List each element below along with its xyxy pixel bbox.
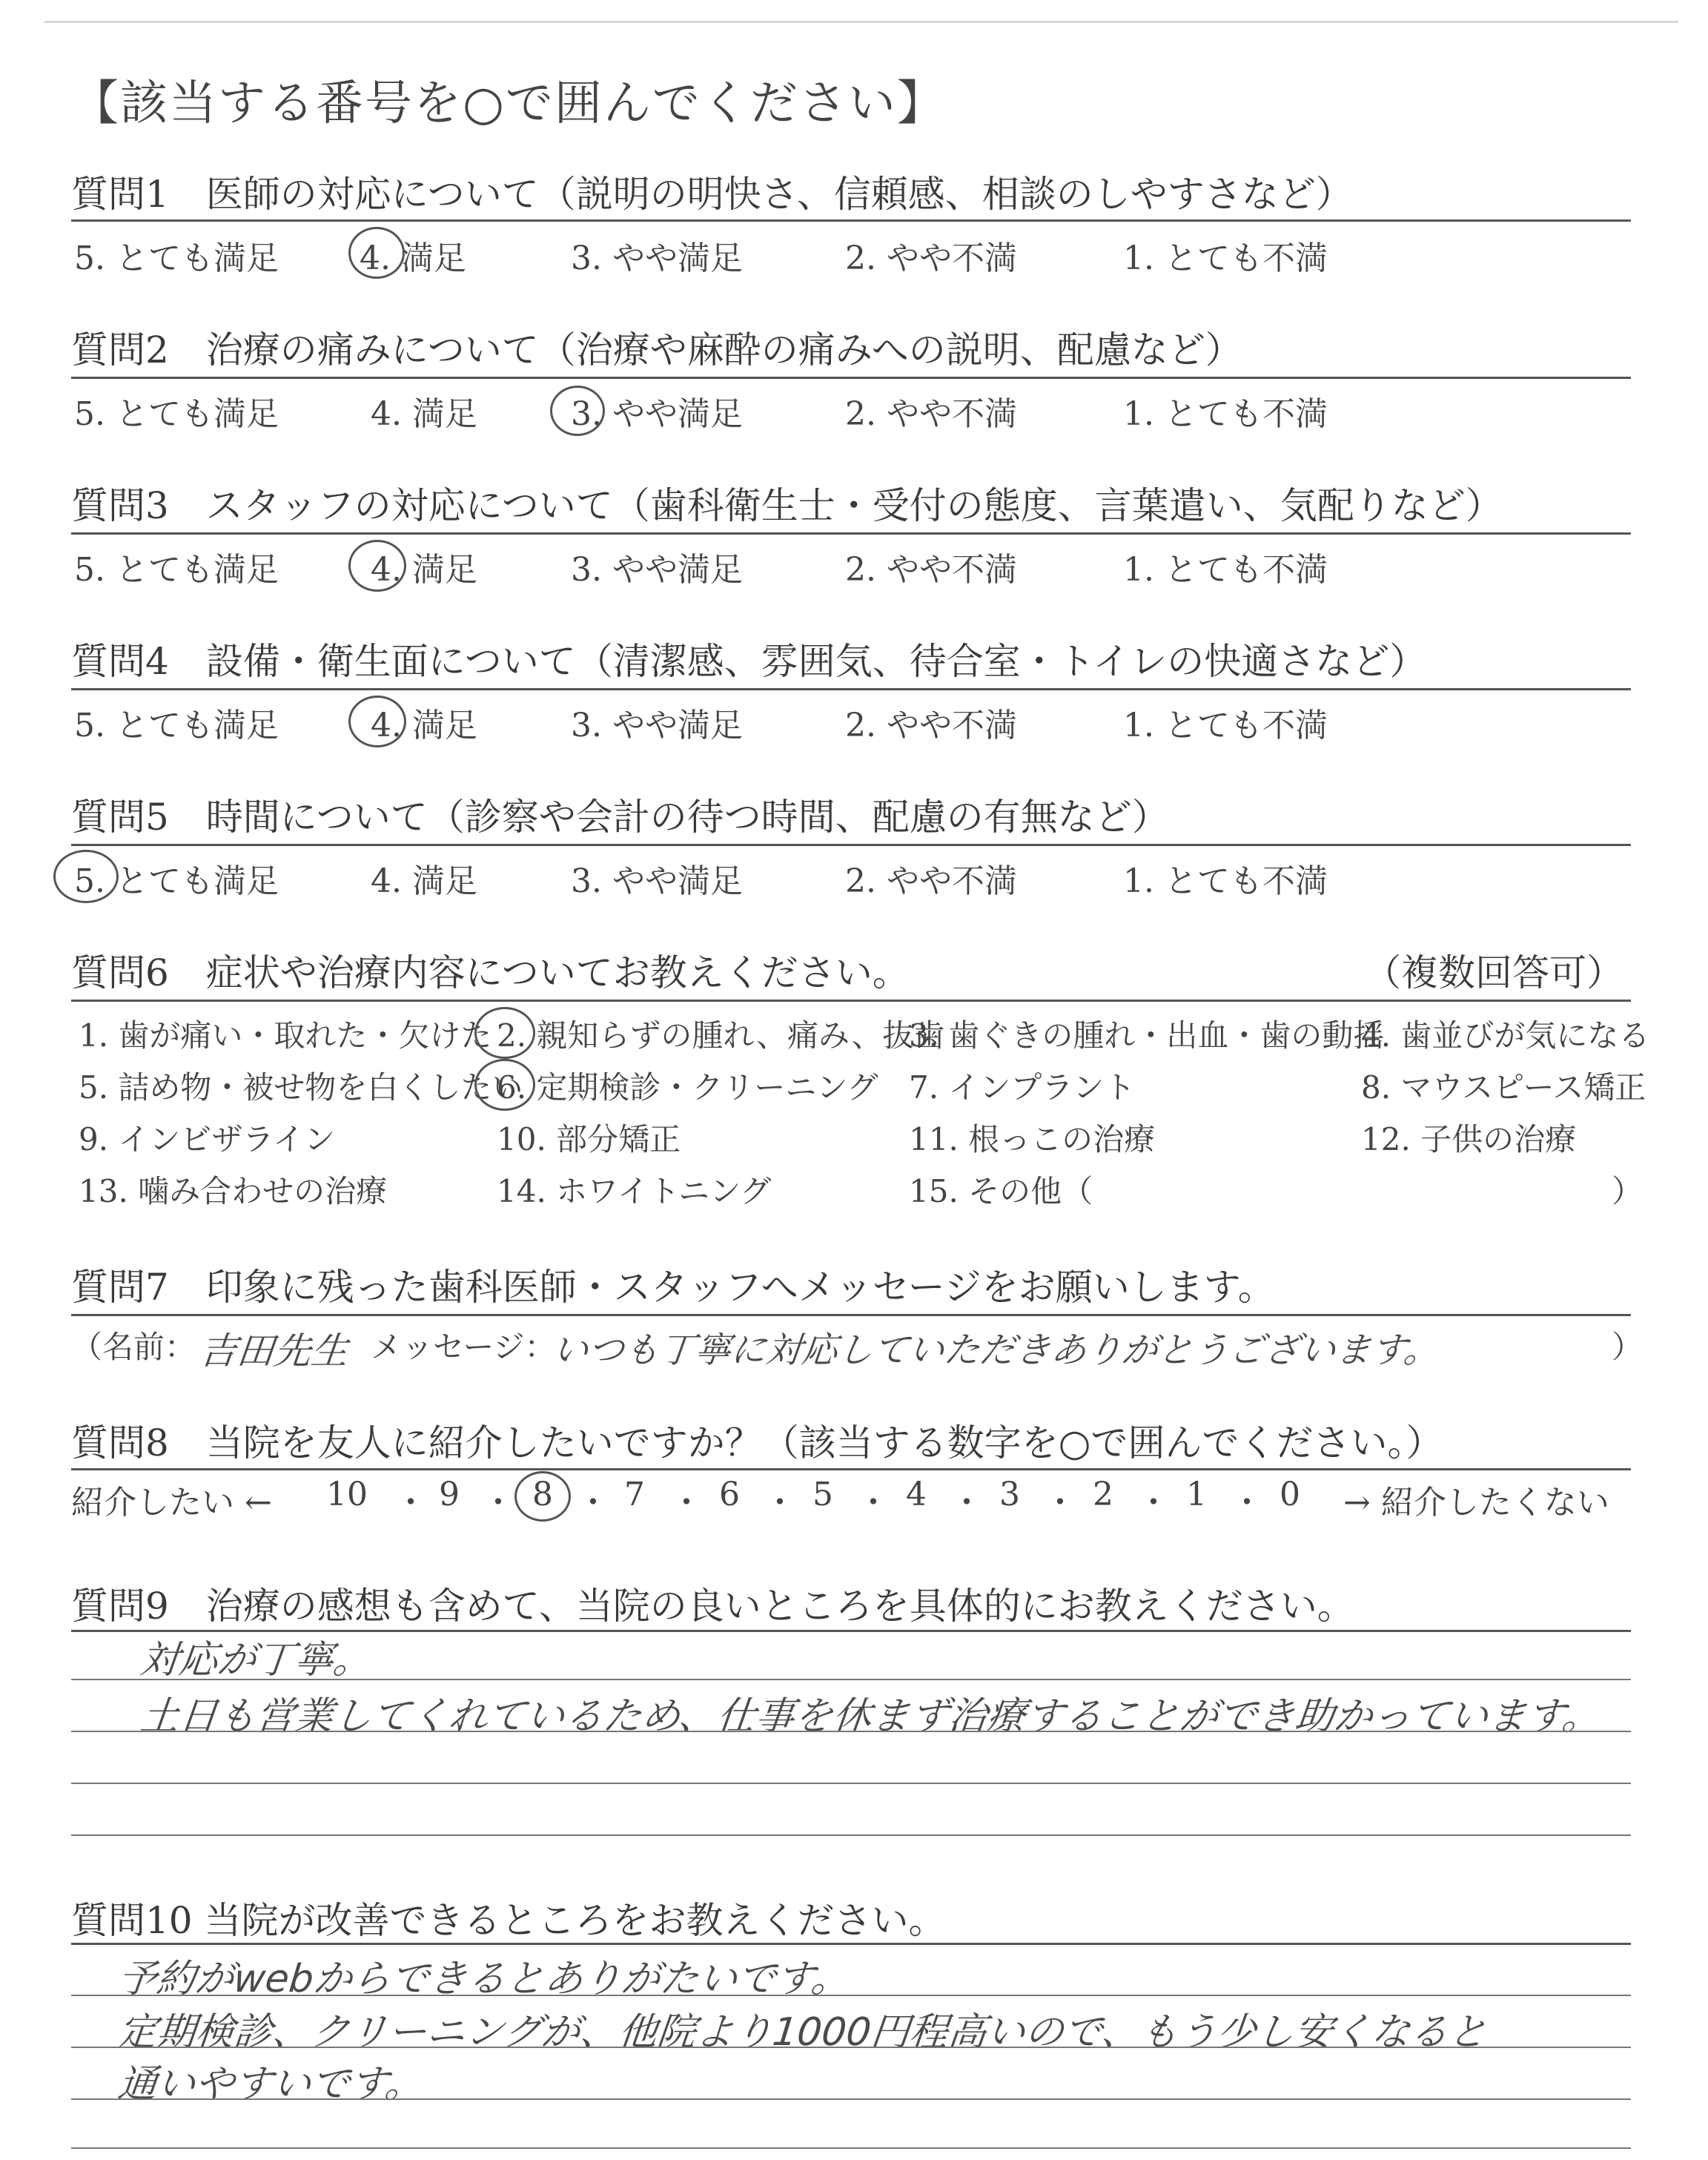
q2-selection-circle <box>550 386 605 436</box>
q8-scale-1[interactable]: 1 <box>1186 1476 1207 1513</box>
q8-scale-5[interactable]: 5 <box>812 1476 833 1513</box>
question-4-rule <box>71 688 1631 690</box>
q6-selection-circle-2 <box>474 1007 535 1059</box>
q5-selection-circle <box>53 850 119 903</box>
q8-scale-0[interactable]: 0 <box>1280 1476 1300 1513</box>
q8-scale-7[interactable]: 7 <box>624 1476 645 1513</box>
q5-option-5[interactable]: 5. とても満足 <box>74 862 279 900</box>
q9-answer-line-1[interactable]: 対応が丁寧。 <box>138 1638 374 1682</box>
q6-option-1[interactable]: 1. 歯が痛い・取れた・欠けた <box>79 1017 492 1054</box>
q1-option-5[interactable]: 5. とても満足 <box>74 240 279 277</box>
question-8-title: 質問8 当院を友人に紹介したいですか？（該当する数字を○で囲んでください。） <box>71 1421 1443 1464</box>
q8-sep-1: ・ <box>394 1484 427 1522</box>
q6-option-9[interactable]: 9. インビザライン <box>79 1121 336 1157</box>
q8-sep-2: ・ <box>482 1484 514 1522</box>
q4-option-5[interactable]: 5. とても満足 <box>74 707 279 744</box>
question-3-title: 質問3 スタッフの対応について（歯科衛生士・受付の態度、言葉遣い、気配りなど） <box>71 484 1503 527</box>
q8-scale-10[interactable]: 10 <box>326 1476 368 1513</box>
q8-scale-6[interactable]: 6 <box>719 1476 740 1513</box>
q7-message-value[interactable]: いつも丁寧に対応していただきありがとうございます。 <box>550 1330 1442 1371</box>
q4-option-3[interactable]: 3. やや満足 <box>571 707 743 744</box>
q6-selection-circle-6 <box>474 1059 535 1111</box>
q6-other-close-paren: ） <box>1612 1173 1644 1209</box>
q6-option-2[interactable]: 2. 親知らずの腫れ、痛み、抜歯 <box>497 1017 945 1054</box>
q5-option-3[interactable]: 3. やや満足 <box>571 862 743 900</box>
question-4-title: 質問4 設備・衛生面について（清潔感、雰囲気、待合室・トイレの快適さなど） <box>71 640 1427 683</box>
q5-option-4[interactable]: 4. 満足 <box>371 862 477 900</box>
q2-option-2[interactable]: 2. やや不満 <box>845 395 1017 433</box>
q10-line-2 <box>71 2047 1631 2048</box>
q8-scale-9[interactable]: 9 <box>439 1476 460 1513</box>
q10-answer-line-2[interactable]: 定期検診、クリーニングが、他院より1000円程高いので、もう少し安くなると <box>116 2010 1489 2055</box>
q2-option-4[interactable]: 4. 満足 <box>371 395 477 433</box>
q9-answer-line-2[interactable]: 土日も営業してくれているため、仕事を休まず治療することができ助かっています。 <box>138 1694 1603 1739</box>
q10-answer-line-3[interactable]: 通いやすいです。 <box>116 2062 426 2107</box>
q3-option-5[interactable]: 5. とても満足 <box>74 551 279 589</box>
top-divider <box>44 21 1678 23</box>
q1-option-3[interactable]: 3. やや満足 <box>571 240 743 277</box>
question-3-rule <box>71 532 1631 535</box>
page-header: 【該当する番号を○で囲んでください】 <box>71 76 946 131</box>
q9-line-4 <box>71 1834 1631 1836</box>
q1-option-2[interactable]: 2. やや不満 <box>845 240 1017 277</box>
q4-option-2[interactable]: 2. やや不満 <box>845 707 1017 744</box>
q6-option-8[interactable]: 8. マウスピース矯正 <box>1361 1069 1646 1106</box>
q6-option-11[interactable]: 11. 根っこの治療 <box>909 1121 1156 1157</box>
question-5-rule <box>71 844 1631 846</box>
q3-option-1[interactable]: 1. とても不満 <box>1123 551 1328 589</box>
q6-option-12[interactable]: 12. 子供の治療 <box>1361 1121 1577 1157</box>
q7-message-label: メッセージ： <box>371 1329 556 1365</box>
q6-option-4[interactable]: 4. 歯並びが気になる <box>1361 1017 1650 1054</box>
q7-name-value[interactable]: 吉田先生 <box>197 1330 351 1373</box>
q3-option-3[interactable]: 3. やや満足 <box>571 551 743 589</box>
q4-option-4[interactable]: 4. 満足 <box>371 707 477 744</box>
q6-option-7[interactable]: 7. インプラント <box>909 1069 1136 1106</box>
q2-option-3[interactable]: 3. やや満足 <box>571 395 743 433</box>
q3-selection-circle <box>348 540 406 592</box>
q2-option-5[interactable]: 5. とても満足 <box>74 395 279 433</box>
question-7-title: 質問7 印象に残った歯科医師・スタッフへメッセージをお願いします。 <box>71 1266 1275 1309</box>
q7-name-label: （名前： <box>71 1329 196 1365</box>
question-2-title: 質問2 治療の痛みについて（治療や麻酔の痛みへの説明、配慮など） <box>71 328 1242 371</box>
q6-option-3[interactable]: 3. 歯ぐきの腫れ・出血・歯の動揺 <box>909 1017 1385 1054</box>
q8-scale-3[interactable]: 3 <box>999 1476 1020 1513</box>
q1-option-4[interactable]: 4. 満足 <box>360 240 466 277</box>
question-1-title: 質問1 医師の対応について（説明の明快さ、信頼感、相談のしやすさなど） <box>71 173 1353 216</box>
q8-sep-9: ・ <box>1137 1484 1170 1522</box>
q6-option-5[interactable]: 5. 詰め物・被せ物を白くしたい <box>79 1069 523 1106</box>
q5-option-2[interactable]: 2. やや不満 <box>845 862 1017 900</box>
question-6-rule <box>71 1000 1631 1002</box>
q8-scale-2[interactable]: 2 <box>1093 1476 1113 1513</box>
question-6-title: 質問6 症状や治療内容についてお教えください。 <box>71 951 910 994</box>
q8-sep-4: ・ <box>670 1484 703 1522</box>
q3-option-2[interactable]: 2. やや不満 <box>845 551 1017 589</box>
q8-scale-4[interactable]: 4 <box>906 1476 927 1513</box>
q8-right-label: → 紹介したくない <box>1343 1484 1609 1522</box>
q8-sep-7: ・ <box>950 1484 983 1522</box>
q6-option-10[interactable]: 10. 部分矯正 <box>497 1121 681 1157</box>
q9-line-3 <box>71 1783 1631 1784</box>
q9-line-1 <box>71 1679 1631 1680</box>
q6-option-6[interactable]: 6. 定期検診・クリーニング <box>497 1069 878 1106</box>
q4-selection-circle <box>348 696 406 747</box>
question-1-rule <box>71 219 1631 222</box>
q7-close-paren: ） <box>1612 1329 1644 1365</box>
q3-option-4[interactable]: 4. 満足 <box>371 551 477 589</box>
question-9-title: 質問9 治療の感想も含めて、当院の良いところを具体的にお教えください。 <box>71 1585 1354 1628</box>
q1-option-1[interactable]: 1. とても不満 <box>1123 240 1328 277</box>
question-10-rule <box>71 1943 1631 1945</box>
question-2-rule <box>71 377 1631 379</box>
q8-sep-3: ・ <box>577 1484 609 1522</box>
q4-option-1[interactable]: 1. とても不満 <box>1123 707 1328 744</box>
question-6-note: （複数回答可） <box>1364 951 1623 994</box>
q1-selection-circle <box>348 227 405 279</box>
q10-line-1 <box>71 1995 1631 1996</box>
q8-sep-10: ・ <box>1231 1484 1263 1522</box>
q6-option-13[interactable]: 13. 噛み合わせの治療 <box>79 1173 388 1209</box>
q5-option-1[interactable]: 1. とても不満 <box>1123 862 1328 900</box>
q2-option-1[interactable]: 1. とても不満 <box>1123 395 1328 433</box>
q8-sep-5: ・ <box>764 1484 796 1522</box>
q10-answer-line-1[interactable]: 予約がwebからできるとありがたいです。 <box>116 1957 853 2001</box>
q8-selection-circle <box>514 1471 571 1522</box>
question-7-rule <box>71 1314 1631 1316</box>
q9-line-2 <box>71 1731 1631 1732</box>
q8-scale-8[interactable]: 8 <box>532 1476 553 1513</box>
q8-left-label: 紹介したい ← <box>71 1484 272 1522</box>
question-5-title: 質問5 時間について（診察や会計の待つ時間、配慮の有無など） <box>71 796 1169 839</box>
q6-option-14[interactable]: 14. ホワイトニング <box>497 1173 772 1209</box>
q6-option-15[interactable]: 15. その他（ <box>909 1173 1093 1209</box>
q10-line-3 <box>71 2098 1631 2100</box>
q8-sep-8: ・ <box>1044 1484 1076 1522</box>
question-8-rule <box>71 1468 1631 1470</box>
q8-sep-6: ・ <box>857 1484 890 1522</box>
q10-line-4 <box>71 2147 1631 2149</box>
question-10-title: 質問10 当院が改善できるところをお教えください。 <box>71 1899 946 1942</box>
